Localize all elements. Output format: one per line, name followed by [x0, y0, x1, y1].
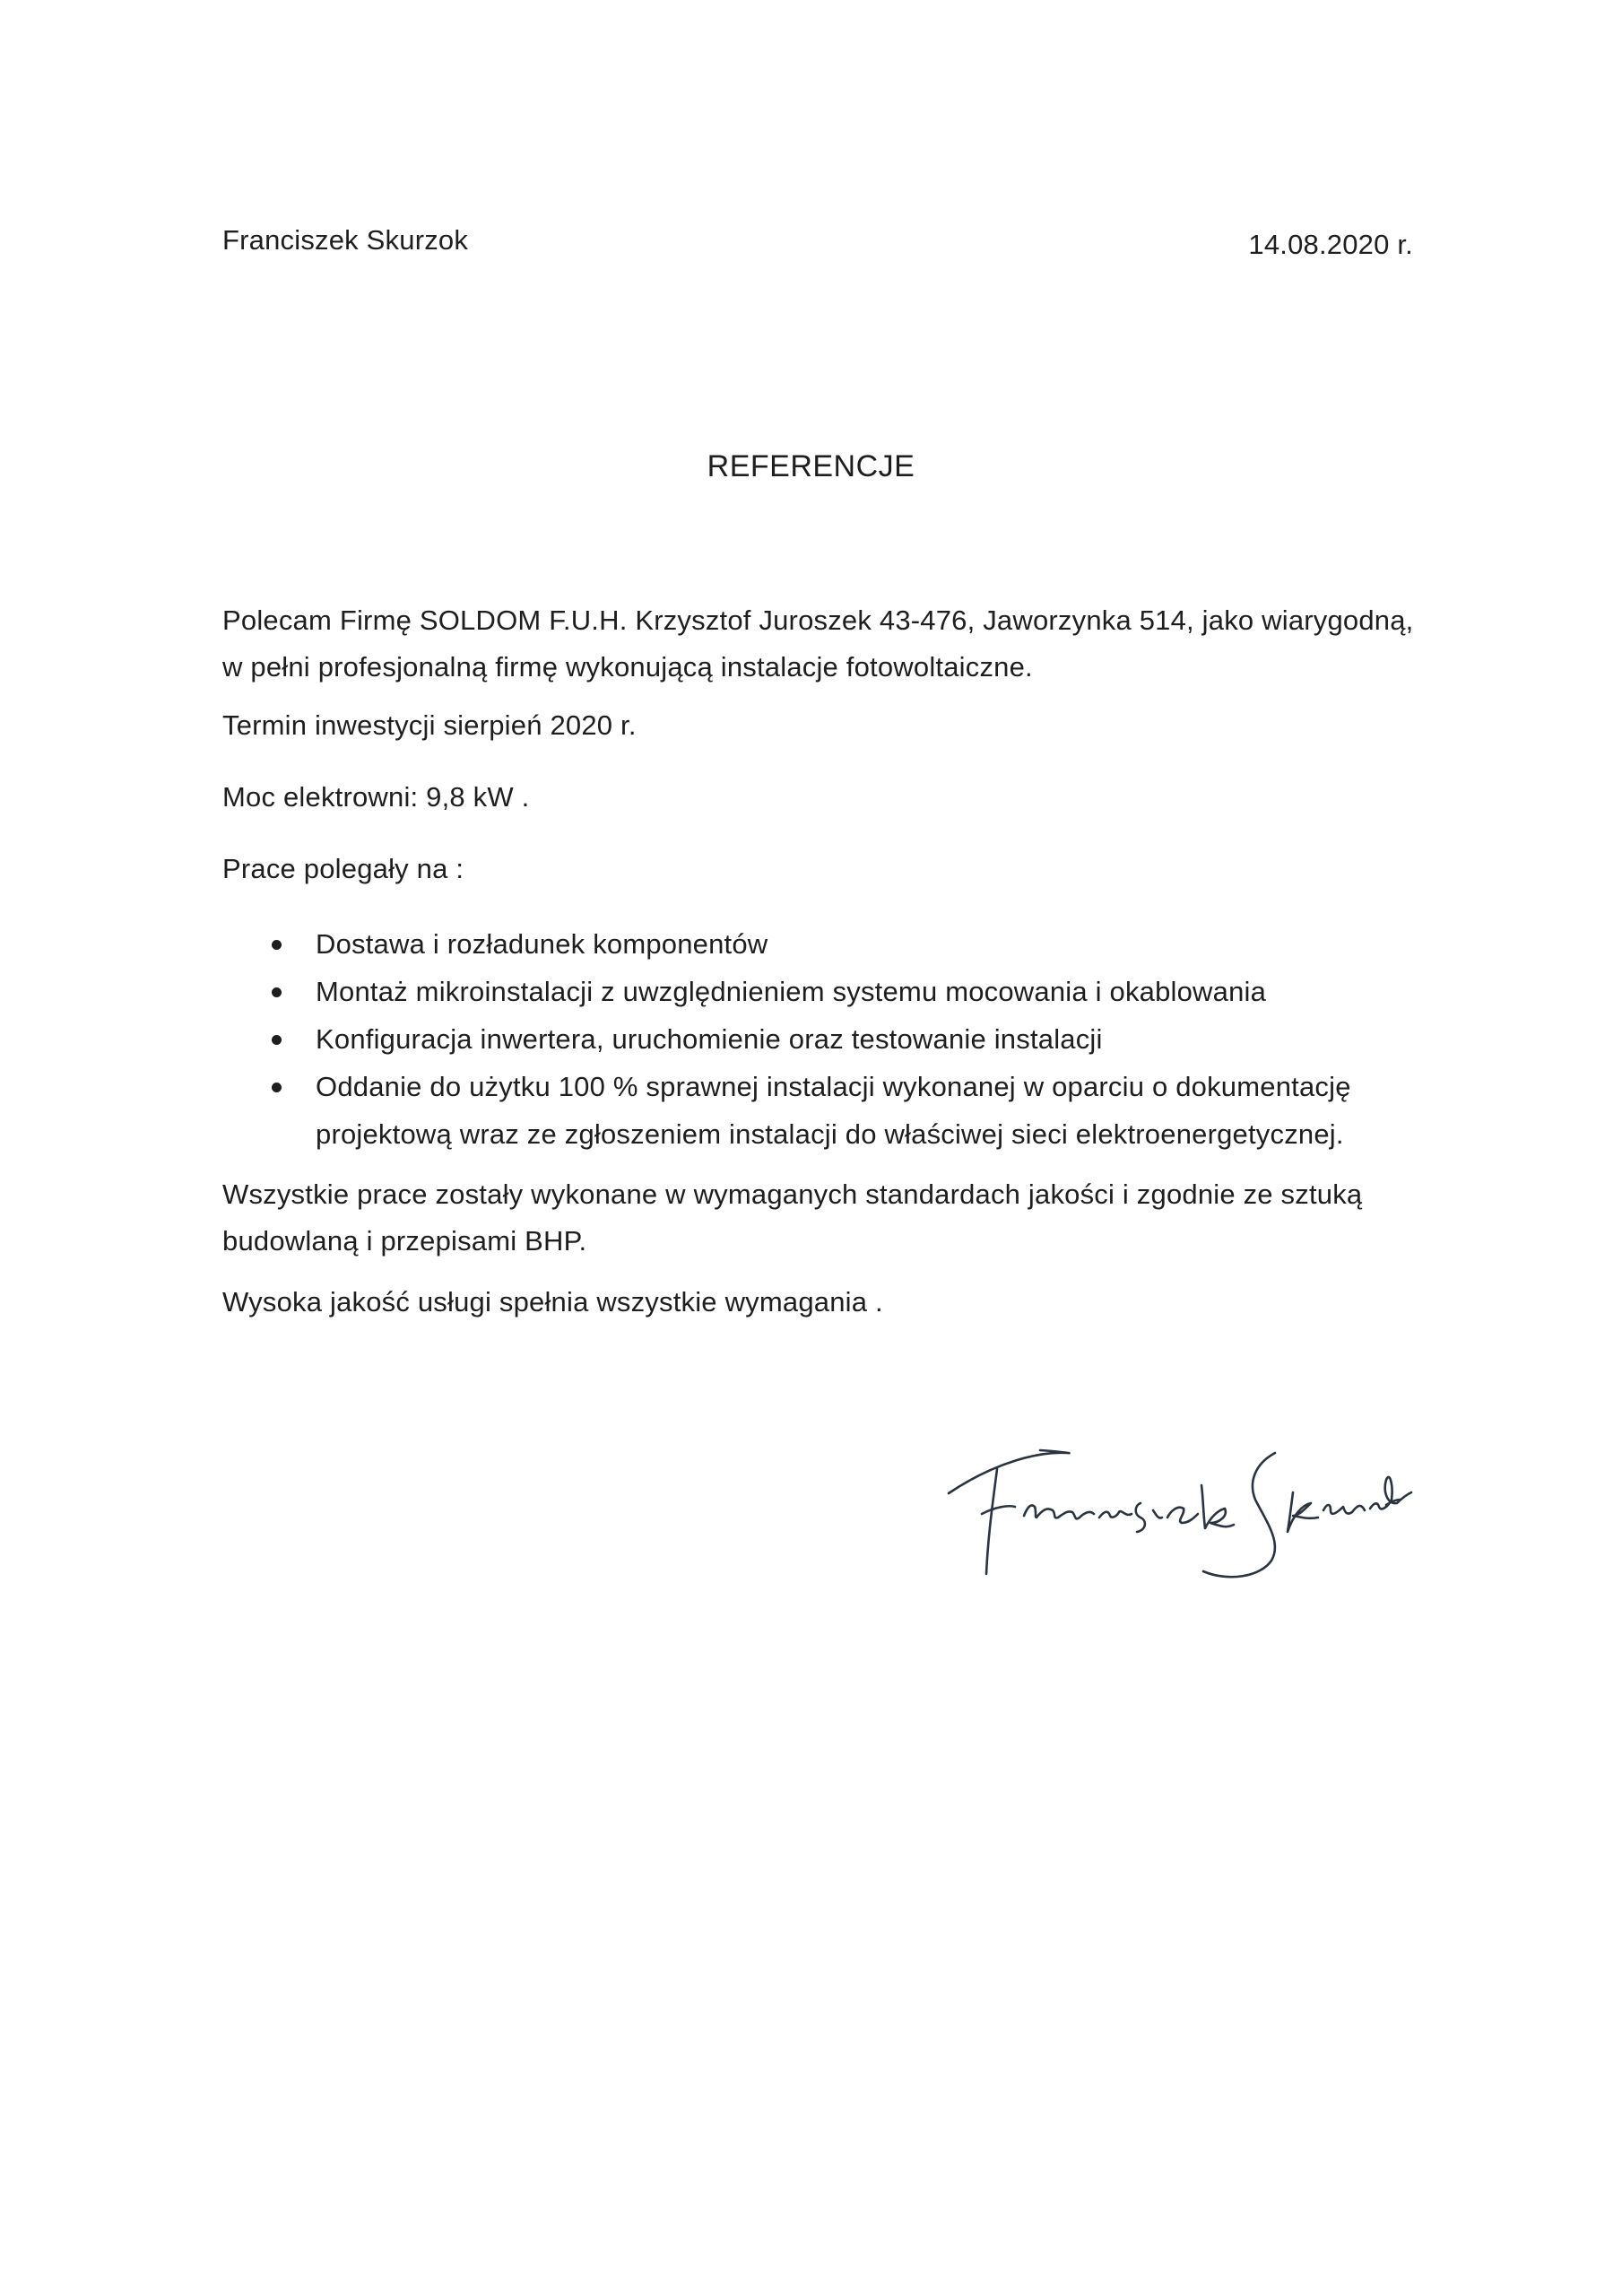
signature-stroke	[1099, 1511, 1132, 1518]
intro-line: Polecam Firmę SOLDOM F.U.H. Krzysztof Juroszek 43-476, Jaworzynka 514, jako wiarygodną,	[222, 604, 1414, 636]
work-list	[222, 920, 1351, 1158]
list-item-text: Montaż mikroinstalacji z uwzględnieniem systemu mocowania i okablowania	[316, 976, 1267, 1007]
document-date: 14.08.2020 r.	[1248, 229, 1413, 260]
list-item	[222, 920, 1351, 968]
plant-power: Moc elektrowni: 9,8 kW .	[222, 781, 530, 813]
intro-line: w pełni profesjonalną firmę wykonującą instalacje fotowoltaiczne.	[222, 651, 1033, 683]
list-item-text: Dostawa i rozładunek komponentów	[316, 928, 768, 960]
signature-stroke	[1153, 1510, 1162, 1518]
list-item-text: Konfiguracja inwertera, uruchomienie oraz testowanie instalacji	[316, 1023, 1103, 1055]
investment-term: Termin inwestycji sierpień 2020 r.	[222, 709, 637, 741]
signature-stroke	[1024, 1505, 1094, 1518]
signature-stroke	[1201, 1485, 1234, 1528]
standards-line: budowlaną i przepisami BHP.	[222, 1225, 587, 1257]
signature-stroke	[1288, 1492, 1318, 1532]
closing-sentence: Wysoka jakość usługi spełnia wszystkie wymagania .	[222, 1286, 883, 1318]
bullet-icon	[272, 987, 282, 997]
list-item	[222, 968, 1351, 1015]
signature-stroke	[982, 1506, 1015, 1514]
signature-stroke	[1136, 1503, 1145, 1532]
handwritten-signature	[941, 1417, 1417, 1587]
list-item	[222, 1015, 1351, 1063]
list-item-text: projektową wraz ze zgłoszeniem instalacji do właściwej sieci elektroenergetycznej.	[316, 1118, 1344, 1150]
signature-stroke	[1167, 1508, 1198, 1523]
list-item-text: Oddanie do użytku 100 % sprawnej instalacji wykonanej w oparciu o dokumentację	[316, 1071, 1351, 1102]
bullet-icon	[272, 1035, 282, 1045]
signature-stroke	[1323, 1505, 1365, 1514]
bullet-icon	[272, 1083, 282, 1092]
signature-stroke	[1370, 1477, 1411, 1509]
bullet-icon	[272, 940, 282, 950]
list-item	[222, 1063, 1351, 1158]
standards-line: Wszystkie prace zostały wykonane w wymaganych standardach jakości i zgodnie ze sztuką	[222, 1178, 1363, 1210]
sender-name: Franciszek Skurzok	[222, 224, 469, 256]
signature-stroke	[949, 1450, 1070, 1493]
standards-paragraph	[222, 1171, 1362, 1265]
intro-paragraph	[222, 597, 1414, 691]
document-title: REFERENCJE	[707, 449, 915, 483]
work-intro: Prace polegały na :	[222, 853, 464, 884]
signature-stroke	[986, 1469, 997, 1574]
